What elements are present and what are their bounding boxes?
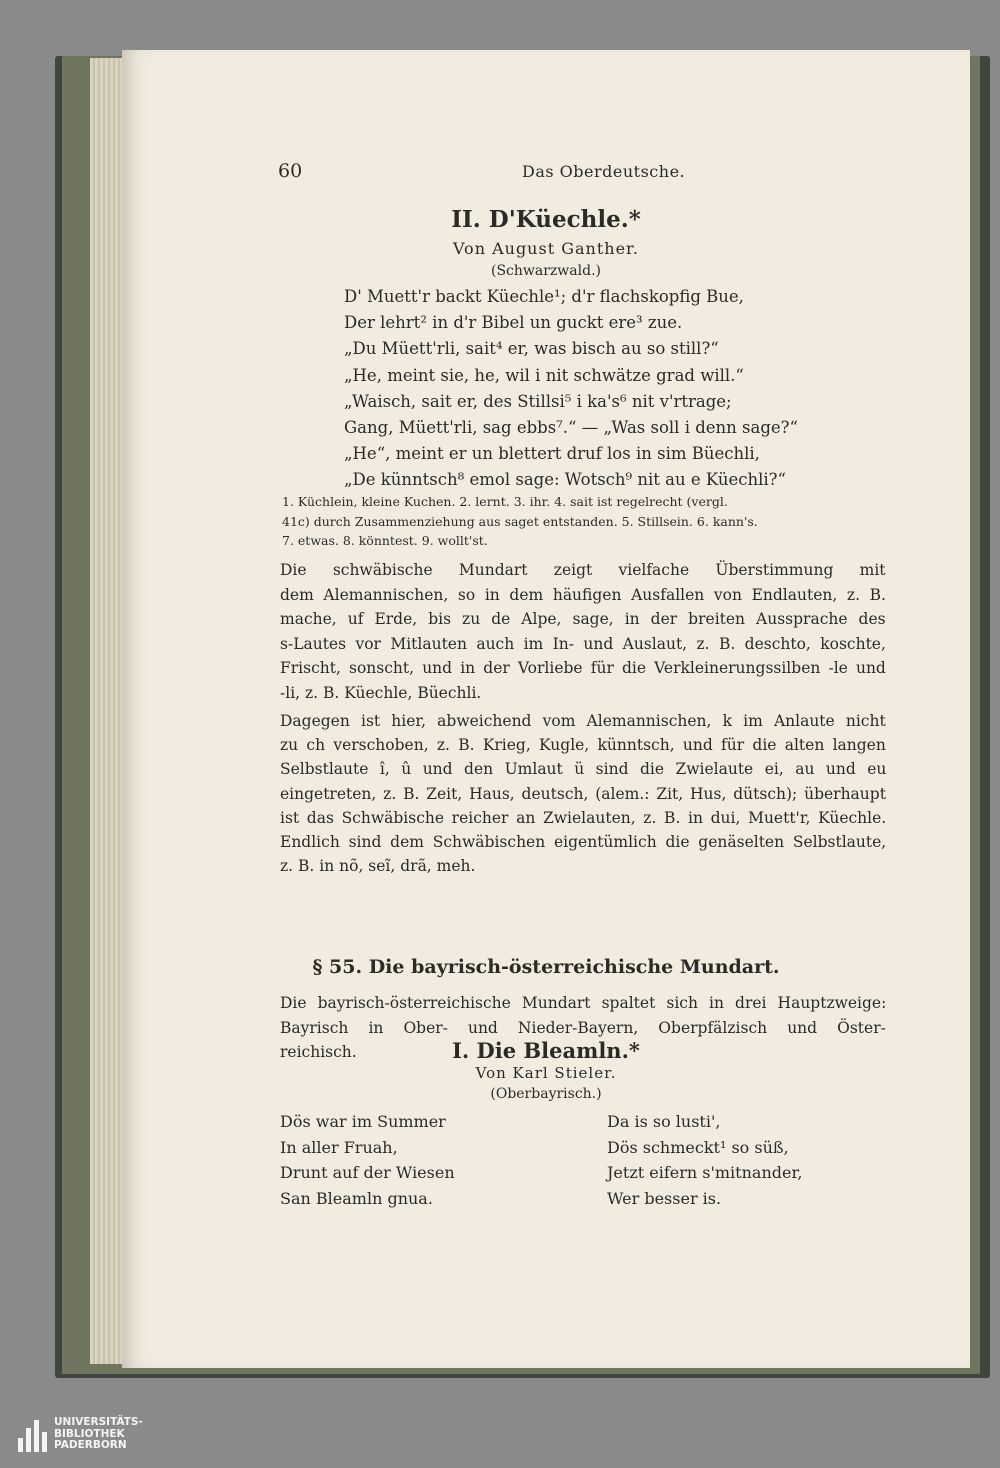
verse-line: San Bleamln gnua. [280, 1188, 433, 1208]
paragraph-line: Selbstlaute î, û und den Umlaut ü sind die Zwielaute ei, au und eu [280, 760, 887, 779]
paragraph-line: z. B. in nõ, seĩ, drã, meh. [280, 857, 476, 876]
paragraph-line: s-Lautes vor Mitlauten auch im In- und Auslaut, z. B. deschto, koschte, [280, 634, 886, 653]
poem1-title: II. D'Küechle.* [451, 206, 641, 233]
poem2-title: I. Die Bleamln.* [452, 1038, 640, 1063]
logo-line: BIBLIOTHEK [54, 1427, 125, 1440]
poem1-author: Von August Ganther. [452, 239, 640, 258]
verse-line: „Du Müett'rli, sait⁴ er, was bisch au so still?“ [344, 339, 719, 359]
paragraph-line: zu ch verschoben, z. B. Krieg, Kugle, künntsch, und für die alten langen [280, 736, 886, 755]
logo-text [54, 1417, 143, 1452]
verse-line: „De künntsch⁸ emol sage: Wotsch⁹ nit au e Küechli?“ [344, 470, 786, 490]
paragraph-line: Frischt, sonscht, und in der Vorliebe für die Verkleinerungssilben -le und [280, 659, 886, 677]
verse-line: In aller Fruah, [280, 1137, 398, 1157]
paragraph-line: Die schwäbische Mundart zeigt vielfache Überstimmung mit [280, 561, 886, 579]
logo-line: UNIVERSITÄTS- [54, 1416, 143, 1428]
paragraph-line: Bayrisch in Ober- und Nieder-Bayern, Oberpfälzisch und Öster- [280, 1018, 886, 1037]
verse-line: Jetzt eifern s'mitnander, [607, 1163, 803, 1182]
paragraph-line: ist das Schwäbische reicher an Zwielauten, z. B. in dui, Muett'r, Küechle. [280, 808, 887, 827]
poem2-author: Von Karl Stieler. [475, 1064, 617, 1082]
library-logo [18, 1416, 178, 1456]
verse-line: Da is so lusti', [607, 1112, 721, 1131]
paragraph-line: -li, z. B. Küechle, Büechli. [280, 683, 482, 702]
poem1-region: (Schwarzwald.) [491, 263, 601, 279]
verse-line: „Waisch, sait er, des Stillsi⁵ i ka's⁶ nit v'rtrage; [344, 391, 732, 411]
verse-line: „He“, meint er un blettert druf los in sim Büechli, [344, 444, 760, 464]
verse-line: Drunt auf der Wiesen [280, 1163, 455, 1182]
verse-line: Der lehrt² in d'r Bibel un guckt ere³ zue. [344, 313, 683, 333]
paragraph-line: dem Alemannischen, so in dem häufigen Ausfallen von Endlauten, z. B. [280, 585, 886, 604]
section-heading: § 55. Die bayrisch-österreichische Mundart. [312, 956, 780, 978]
logo-mark [18, 1420, 48, 1452]
logo-line: PADERBORN [54, 1439, 127, 1451]
paragraph-line: Dagegen ist hier, abweichend vom Alemannischen, k im Anlaute nicht [280, 712, 886, 730]
verse-line: D' Muett'r backt Küechle¹; d'r flachskopfig Bue, [344, 287, 744, 306]
footnote-line: 7. etwas. 8. könntest. 9. wollt'st. [282, 533, 488, 548]
book-page [122, 50, 970, 1368]
verse-line: Wer besser is. [607, 1188, 722, 1208]
paragraph-line: reichisch. [280, 1043, 357, 1061]
paragraph-line: Die bayrisch-österreichische Mundart spaltet sich in drei Hauptzweige: [280, 994, 887, 1012]
paragraph-line: mache, uf Erde, bis zu de Alpe, sage, in der breiten Aussprache des [280, 610, 886, 628]
paragraph-line: Endlich sind dem Schwäbischen eigentümlich die genäselten Selbstlaute, [280, 833, 887, 851]
paragraph-line: eingetreten, z. B. Zeit, Haus, deutsch, (alem.: Zit, Hus, dütsch); überhaupt [280, 784, 886, 803]
footnote-line: 1. Küchlein, kleine Kuchen. 2. lernt. 3. ihr. 4. sait ist regelrecht (vergl. [282, 494, 728, 509]
verse-line: Dös schmeckt¹ so süß, [607, 1137, 789, 1157]
verse-line: „He, meint sie, he, wil i nit schwätze grad will.“ [344, 365, 744, 385]
verse-line: Dös war im Summer [280, 1112, 446, 1131]
page-number: 60 [278, 160, 303, 182]
footnote-line: 41c) durch Zusammenziehung aus saget entstanden. 5. Stillsein. 6. kann's. [282, 513, 758, 529]
running-title: Das Oberdeutsche. [522, 162, 686, 181]
verse-line: Gang, Müett'rli, sag ebbs⁷.“ — „Was soll i denn sage?“ [344, 418, 798, 437]
poem2-region: (Oberbayrisch.) [490, 1086, 602, 1102]
